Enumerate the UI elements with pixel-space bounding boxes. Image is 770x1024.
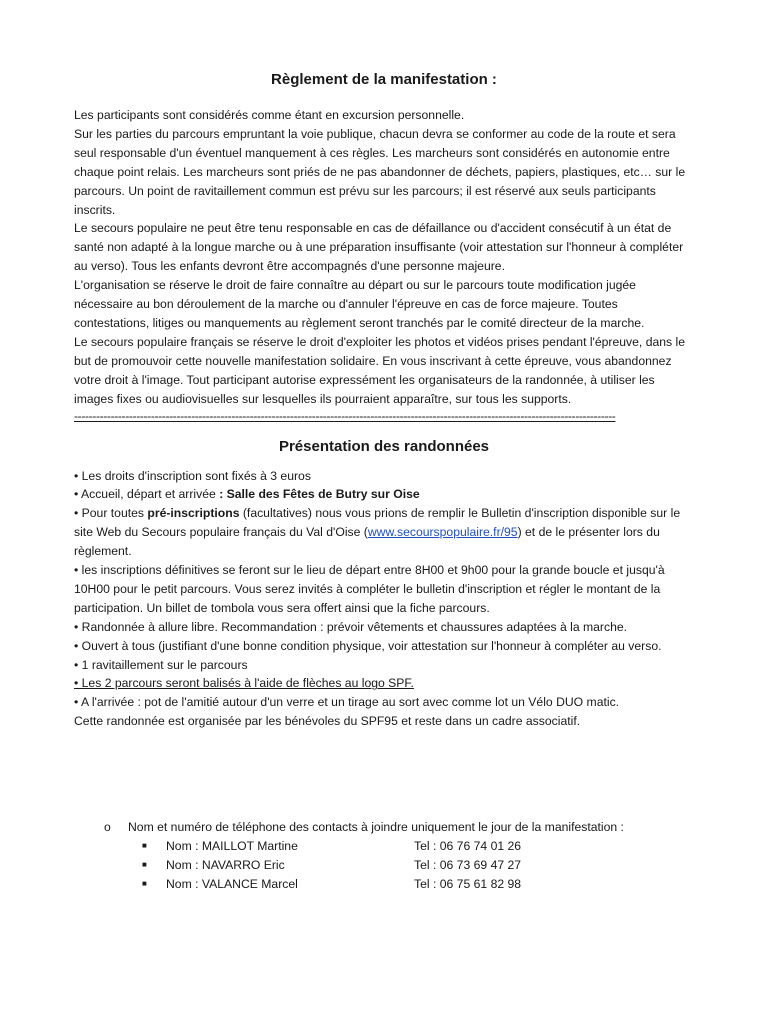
- presentation-item: • les inscriptions définitives se feront sur le lieu de départ entre 8H00 et 9h00 pour la grande boucle et jusqu'à 10H00 pour le petit parcours. Vous serez invités à compléter le bulletin d'inscription et régler le montant de la participation. Un billet de tombola vous sera offert ainsi que la fiche parcours.: [74, 563, 665, 615]
- section-separator: ----------------------------------------------------------------------------------------------------------------------------------------------------: [74, 408, 616, 423]
- contact-phone: Tel : 06 73 69 47 27: [414, 857, 522, 872]
- item-text: ) et de le présenter lors du règlement.: [74, 525, 660, 559]
- square-bullet-icon: ■: [142, 878, 147, 888]
- item-text: • Accueil, départ et arrivée: [74, 487, 220, 502]
- website-link[interactable]: www.secourspopulaire.fr/95: [367, 525, 518, 540]
- presentation-item: [74, 504, 694, 561]
- pre-inscriptions-text: pré-inscriptions: [147, 506, 240, 521]
- item-text: (facultatives) nous vous prions de remplir le Bulletin d'inscription disponible sur le site Web du Secours populaire français du Val d'Oise (: [74, 506, 681, 540]
- presentation-title: Présentation des randonnées: [278, 437, 490, 455]
- presentation-item: • Ouvert à tous (justifiant d'une bonne condition physique, voir attestation sur l'honneur à compléter au verso.: [74, 638, 662, 653]
- contact-item: [104, 875, 704, 894]
- contacts-section: [104, 818, 704, 894]
- reglement-paragraph: Le secours populaire ne peut être tenu responsable en cas de défaillance ou d'accident consécutif à un état de santé non adapté à la longue marche ou à une préparation insuffisante (voir attestation sur l'honneur à compléter au verso). Tous les enfants devront être accompagnés d'une personne majeure.: [74, 221, 684, 274]
- reglement-paragraph: Le secours populaire français se réserve le droit d'exploiter les photos et vidéos prises pendant l'épreuve, dans le but de promouvoir cette nouvelle manifestation solidaire. En vous inscrivant à cette épreuve, vous abandonnez votre droit à l'image. Tout participant autorise expressément les organisateurs de la randonnée, à utiliser les images fixes ou audiovisuelles sur lesquelles ils pourraient apparaître, sur tous les supports.: [74, 334, 685, 406]
- reglement-title: Règlement de la manifestation :: [271, 71, 497, 88]
- presentation-item: • Les 2 parcours seront balisés à l'aide de flèches au logo SPF.: [74, 676, 414, 691]
- contact-phone: Tel : 06 75 61 82 98: [414, 876, 522, 891]
- presentation-item: [74, 485, 694, 504]
- presentation-closing: Cette randonnée est organisée par les bénévoles du SPF95 et reste dans un cadre associatif.: [74, 714, 581, 729]
- contacts-heading: [104, 818, 704, 837]
- contact-name: Nom : NAVARRO Eric: [166, 857, 285, 872]
- item-text: • Pour toutes: [74, 506, 148, 521]
- reglement-paragraph: L'organisation se réserve le droit de faire connaître au départ ou sur le parcours toute modification jugée nécessaire au bon déroulement de la marche ou d'annuler l'épreuve en cas de force majeure. Toutes contestations, litiges ou manquements au règlement seront tranchés par le comité directeur de la marche.: [74, 278, 645, 330]
- reglement-paragraph: Sur les parties du parcours empruntant la voie publique, chacun devra se conformer au code de la route et sera seul responsable d'un éventuel manquement à ces règles. Les marcheurs sont considérés en autonomie entre chaque point relais. Les marcheurs sont priés de ne pas abandonner de déchets, papiers, plastiques, etc… sur le parcours. Un point de ravitaillement commun est prévu sur les parcours; il est réservé aux seuls participants inscrits.: [74, 126, 686, 217]
- contacts-heading-text: Nom et numéro de téléphone des contacts à joindre uniquement le jour de la manifestation :: [128, 820, 624, 834]
- contact-phone: Tel : 06 76 74 01 26: [414, 838, 522, 853]
- reglement-paragraph: Les participants sont considérés comme étant en excursion personnelle.: [74, 108, 465, 122]
- square-bullet-icon: ■: [142, 840, 147, 850]
- venue-text: : Salle des Fêtes de Butry sur Oise: [219, 487, 420, 502]
- square-bullet-icon: ■: [142, 859, 147, 869]
- contact-name: Nom : MAILLOT Martine: [166, 838, 298, 853]
- circle-bullet-icon: o: [104, 820, 111, 834]
- presentation-item: • Les droits d'inscription sont fixés à 3 euros: [74, 468, 311, 483]
- contact-name: Nom : VALANCE Marcel: [166, 876, 298, 891]
- contact-item: [104, 837, 704, 856]
- presentation-item: • Randonnée à allure libre. Recommandation : prévoir vêtements et chaussures adaptées à la marche.: [74, 619, 628, 634]
- presentation-item: • A l'arrivée : pot de l'amitié autour d'un verre et un tirage au sort avec comme lot un Vélo DUO matic.: [74, 695, 620, 710]
- presentation-item: • 1 ravitaillement sur le parcours: [74, 657, 248, 672]
- document-content: [74, 70, 694, 731]
- contact-item: [104, 856, 704, 875]
